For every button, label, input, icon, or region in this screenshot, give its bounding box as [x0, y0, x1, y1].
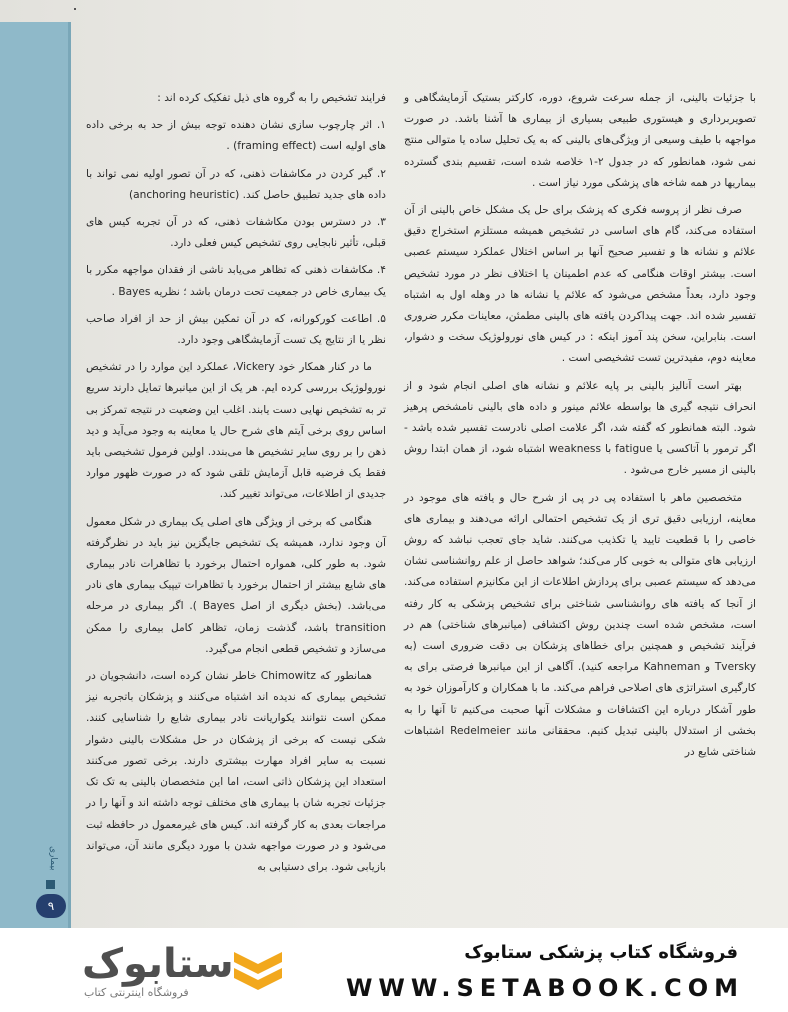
strip-edge — [68, 22, 71, 928]
paragraph: هنگامی که برخی از ویژگی های اصلی یک بیماری در شکل معمول آن وجود ندارد، همیشه یک تشخیص جایگزین نیز باید در نظرگرفته شود. به طور کلی، همواره احتمال برخورد با تظاهرات نادر بیماری های شایع بیشتر از احتمال برخورد با تظاهرات تیپیک بیماری های نادر می‌باشد. (بخش دیگری از اصل Bayes ). اگر بیماری در مرحله transition باشد، گذشت زمان، تظاهر کامل بیماری را ممکن می‌سازد و تشخیص قطعی انجام می‌گیرد. — [86, 515, 386, 655]
right-text-column — [404, 88, 756, 769]
list-item: ۱. اثر چارچوب سازی نشان دهنده توجه بیش از حد به برخی داده های اولیه است (framing effect) . — [86, 119, 386, 153]
page-mark — [74, 8, 76, 10]
chevron-logo-icon — [230, 942, 286, 998]
paragraph: با جزئیات بالینی، از جمله سرعت شروع، دوره، کارکتر بستیک آزمایشگاهی و تصویربرداری و هیستوری طبیعی بسیاری از بیماری ها آشنا باشد. در صورت مواجهه با طیف وسیعی از ویژگی‌های بالینی که به یک تحلیل ساده یا متوالی منتج نمی شود، همانطور که در جدول ۲-۱ خلاصه شده است، تقسیم بندی گسترده بیماریها در همه شاخه های پزشکی مورد نیاز است . — [404, 92, 756, 189]
side-color-strip — [0, 22, 71, 928]
left-text-column — [86, 88, 386, 884]
side-chapter-label: بیماری — [48, 846, 58, 871]
list-item: ۳. در دسترس بودن مکاشفات ذهنی، که در آن تجربه کیس های قبلی، تأثیر نابجایی روی تشخیص کیس فعلی دارد. — [86, 216, 386, 250]
list-item: ۴. مکاشفات ذهنی که تظاهر می‌یابد ناشی از فقدان مواجهه مکرر با یک بیماری خاص در جمعیت تحت درمان باشد ؛ نظریه Bayes . — [86, 264, 386, 298]
logo-wordmark: ستابوک — [82, 941, 234, 987]
store-footer-banner — [0, 928, 788, 1012]
paragraph: متخصصین ماهر با استفاده پی در پی از شرح حال و یافته های موجود در معاینه، ارزیابی دقیق تری از یک تشخیص احتمالی ارائه می‌دهند و بیماری های خاصی را با قطعیت تایید یا تکذیب می‌کنند. شاید جای تعجب نباشد که روش ارزیابی های متوالی به خوبی کار می‌کند؛ شواهد حاصل از علم روانشناسی نشان می‌دهد که سیستم عصبی برای پردازش اطلاعات از این مکانیزم استفاده می‌کند. از آنجا که یافته های روانشناسی شناختی برای تشخیص پزشکی به کار رفته است، مشخص شده است چندین روش اکتشافی (میانبرهای شناختی) هم در فرآیند تشخیص و همچنین برای خطاهای پزشکان بی دقت ضروری است (به Tversky و Kahneman مراجعه کنید). آگاهی از این میانبرها فرصتی برای به کارگیری استراتژی های اصلاحی فراهم می‌کند. ما با همکاران و کارآموزان خود به طور آشکار درباره این اکتشافات و مشکلات آنها صحبت می‌کنیم تا آنها را به بخشی از استدلال بالینی تبدیل کنیم. محققانی مانند Redelmeier اشتباهات شناختی شایع در — [404, 491, 756, 759]
paragraph: ما در کنار همکار خود Vickery، عملکرد این موارد را در تشخیص نورولوژیک بررسی کرده ایم. هر یک از این میانبرها تمایل دارند سریع تر به تشخیص نهایی دست یابند. اغلب این وضعیت در نتیجه تمرکز بی اساس روی برخی آیتم های شرح حال یا معاینه به وجود می‌آید و دید ذهن را بر روی سایر تشخیص ها می‌بندد. اولین فرمول تشخیصی باید فقط یک فرضیه قابل آزمایش تلقی شود که در صورت ظهور موارد جدیدی از اطلاعات، می‌تواند تغییر کند. — [86, 361, 386, 501]
paragraph: صرف نظر از پروسه فکری که پزشک برای حل یک مشکل خاص بالینی از آن استفاده می‌کند، گام های اساسی در تشخیص همیشه مستلزم استخراج دقیق علائم و نشانه ها و تفسیر صحیح آنها بر اساس اختلال عملکرد سیستم عصبی است. بیشتر اوقات هنگامی که عدم اطمینان یا اختلاف نظر در مورد تشخیص وجود دارد، بعداً مشخص می‌شود که علائم یا نشانه ها در وهله اول به اشتباه تفسیر شده اند. جهت پیداکردن یافته های بالینی مطمئن، معاینات مکرر ضروری است. بنابراین، سخن پند آموز اینکه : در کیس های نورولوژیک سخت و دشوار، معاینه دوم، مفیدترین تست تشخیصی است . — [404, 204, 756, 365]
page-number: ۹ — [36, 894, 66, 918]
store-title: فروشگاه کتاب پزشکی ستابوک — [464, 942, 738, 963]
store-logo[interactable] — [70, 936, 310, 1006]
paragraph: بهتر است آنالیز بالینی بر پایه علائم و نشانه های اصلی انجام شود و از انحراف نتیجه گیری ها بواسطه علائم مینور و داده های بالینی نامشخص پرهیز شود. البته همانطور که گفته شد، اگر علامت اصلی نادرست تفسیر شده باشد - اگر ترمور با آتاکسی یا fatigue با weakness اشتباه شود، از همان ابتدا روش بالینی از مسیر خارج می‌شود . — [404, 379, 756, 477]
paragraph: فرایند تشخیص را به گروه های ذیل تفکیک کرده اند : — [157, 92, 386, 104]
list-item: ۲. گیر کردن در مکاشفات ذهنی، که در آن تصور اولیه نمی تواند با داده های جدید تطبیق حاصل کند. (anchoring heuristic) — [86, 167, 386, 201]
list-item: ۵. اطاعت کورکورانه، که در آن تمکین بیش از حد از افراد صاحب نظر یا از نتایج یک تست آزمایشگاهی وجود دارد. — [86, 312, 386, 347]
store-url-link[interactable]: WWW.SETABOOK.COM — [345, 974, 744, 1002]
logo-tagline: فروشگاه اینترنتی کتاب — [84, 986, 189, 999]
side-square-marker — [46, 880, 55, 889]
paragraph: همانطور که Chimowitz خاطر نشان کرده است، دانشجویان در تشخیص بیماری که ندیده اند اشتباه می‌کنند و پزشکان باتجربه نیز ممکن است نتوانند یکواریانت نادر بیماری شایع را شناسایی کنند. شکی نیست که برخی از پزشکان در حل مشکلات بالینی دشوار نسبت به سایر افراد مهارت بیشتری دارند. برخی تصور می‌کنند استعداد این پزشکان ذاتی است، اما این متخصصان بالینی به تک تک جزئیات تجربه شان با بیماری های مختلف توجه داشته اند و آنها را در مراجعات بعدی به کار گرفته اند. کیس های غیرمعمول در حافظه ثبت می‌شود و در صورت مواجهه شدن با مورد دیگری مانند آن، می‌تواند بازیابی شود. برای دستیابی به — [86, 670, 386, 873]
